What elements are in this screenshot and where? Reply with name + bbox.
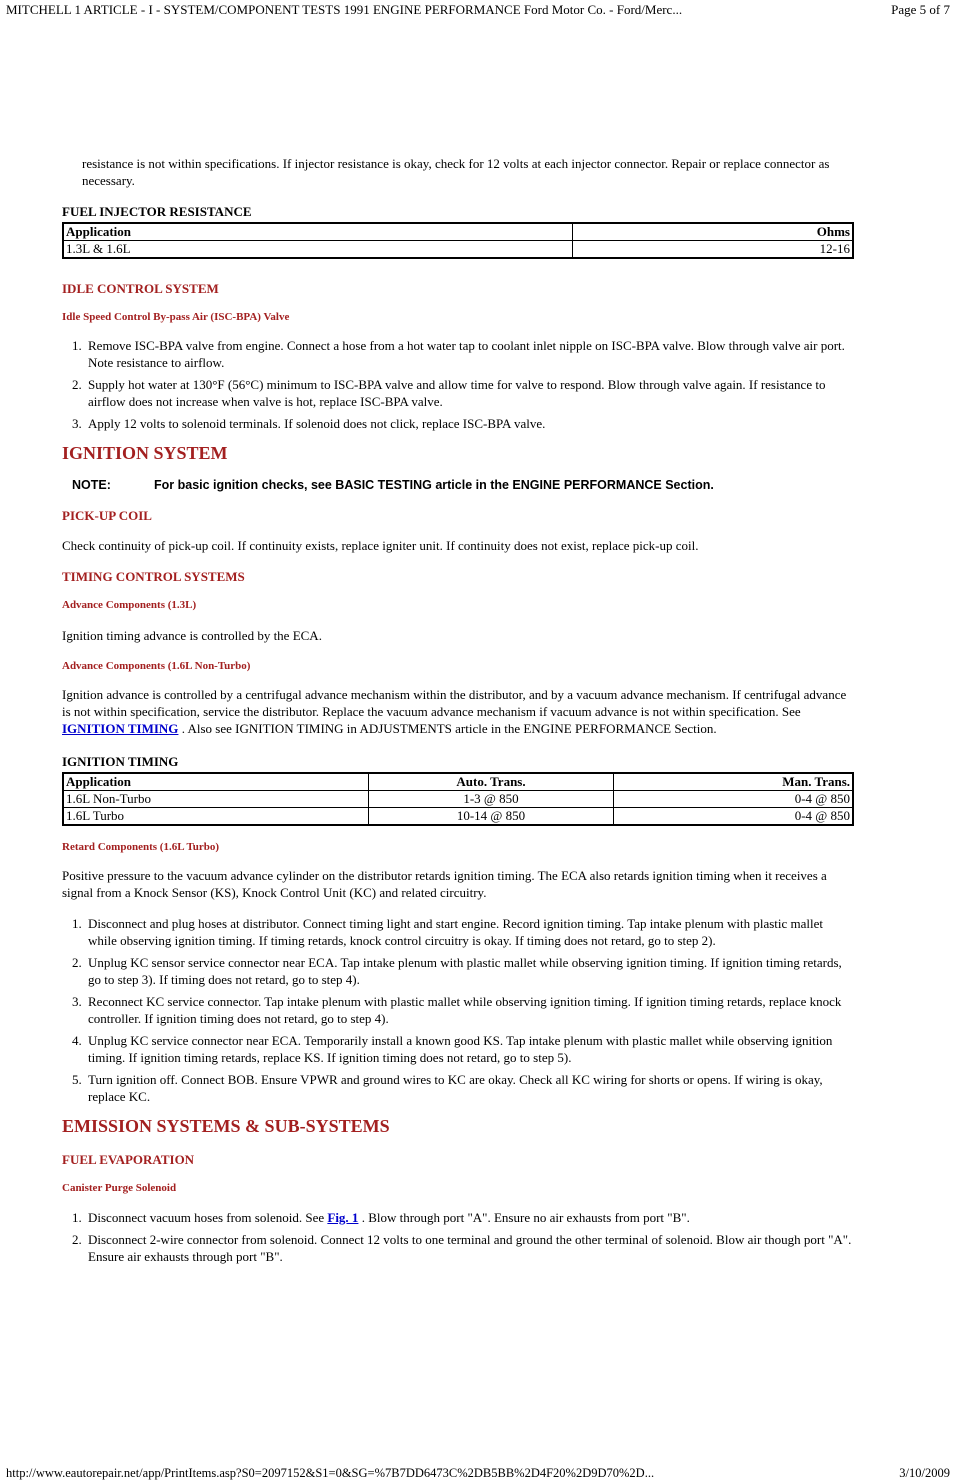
isc-bpa-valve-heading: Idle Speed Control By-pass Air (ISC-BPA) Valve: [62, 311, 290, 323]
intro-paragraph: resistance is not within specifications. If injector resistance is okay, check for 12 volts at each injector connector. Repair or replace connector as necessary.: [82, 156, 830, 188]
retard-components-heading: Retard Components (1.6L Turbo): [62, 841, 220, 853]
list-item-text: Remove ISC-BPA valve from engine. Connect a hose from a hot water tap to coolant inlet nipple on ISC-BPA valve. Blow through valve air port. Note resistance to airflow.: [88, 338, 845, 370]
idle-control-heading: IDLE CONTROL SYSTEM: [62, 281, 219, 296]
table-cell: 0-4 @ 850: [614, 808, 854, 826]
canister-steps-list: [62, 1209, 854, 1265]
ignition-timing-table: [62, 772, 854, 826]
list-item-text-after: . Blow through port "A". Ensure no air exhausts from port "B".: [358, 1210, 690, 1225]
advance-16l-text-after: . Also see IGNITION TIMING in ADJUSTMENTS article in the ENGINE PERFORMANCE Section.: [178, 721, 717, 736]
list-item-text: Disconnect 2-wire connector from solenoid. Connect 12 volts to one terminal and ground the other terminal of solenoid. Blow air though port "A". Ensure air exhausts through port "B".: [88, 1232, 852, 1264]
ignition-system-heading: IGNITION SYSTEM: [62, 443, 228, 463]
table-cell: 12-16: [573, 241, 853, 259]
list-item: 5. Turn ignition off. Connect BOB. Ensure VPWR and ground wires to KC are okay. Check all KC wiring for shorts or opens. If wiring is okay, replace KC.: [72, 1072, 823, 1104]
emission-systems-heading: EMISSION SYSTEMS & SUB-SYSTEMS: [62, 1116, 390, 1136]
table-header-row: [63, 223, 853, 241]
table-cell: 1.6L Turbo: [63, 808, 369, 826]
list-item: 1. Remove ISC-BPA valve from engine. Connect a hose from a hot water tap to coolant inlet nipple on ISC-BPA valve. Blow through valve air port. Note resistance to airflow.: [72, 338, 845, 370]
table-cell: 10-14 @ 850: [369, 808, 614, 826]
list-item-text: Disconnect and plug hoses at distributor. Connect timing light and start engine. Record ignition timing. Tap intake plenum with plastic mallet while observing ignition timing. If timing retards, knock control circuitry is okay. If timing does not retard, go to step 2).: [88, 916, 824, 948]
table-row: [63, 241, 853, 259]
list-item: 3. Reconnect KC service connector. Tap intake plenum with plastic mallet while observing ignition timing. If ignition timing retards, replace knock controller. If ignition timing does not retard, go to step 4).: [72, 994, 842, 1026]
fuel-injector-table-title: FUEL INJECTOR RESISTANCE: [62, 204, 252, 219]
column-header: Ohms: [573, 223, 853, 241]
advance-16l-paragraph: [62, 686, 854, 737]
list-item: 3. Apply 12 volts to solenoid terminals. If solenoid does not click, replace ISC-BPA valve.: [72, 416, 546, 431]
advance-13l-paragraph: Ignition timing advance is controlled by the ECA.: [62, 628, 322, 643]
column-header: Man. Trans.: [614, 773, 854, 791]
retard-steps-list: [62, 915, 854, 1105]
table-row: [63, 808, 853, 826]
fig-1-link[interactable]: Fig. 1: [327, 1210, 359, 1225]
fuel-injector-resistance-table: [62, 222, 854, 259]
retard-components-paragraph: Positive pressure to the vacuum advance cylinder on the distributor retards ignition timing. The ECA also retards ignition timing when it receives a signal from a Knock Sensor (KS), Knock Control Unit (KC) and related circuitry.: [62, 868, 827, 900]
list-item: 2. Supply hot water at 130°F (56°C) minimum to ISC-BPA valve and allow time for valve to respond. Blow through valve again. If resistance to airflow does not increase when valve is hot, replace ISC-BPA valve.: [72, 377, 826, 409]
advance-13l-heading: Advance Components (1.3L): [62, 599, 197, 611]
table-cell: 1.3L & 1.6L: [63, 241, 573, 259]
column-header: Auto. Trans.: [369, 773, 614, 791]
column-header: Application: [63, 223, 573, 241]
advance-16l-text: Ignition advance is controlled by a centrifugal advance mechanism within the distributor, and by a vacuum advance mechanism. If centrifugal advance is not within specification, service the distributor. Replace the vacuum advance mechanism if vacuum advance is not within specification. See: [62, 687, 847, 719]
list-item: 2. Disconnect 2-wire connector from solenoid. Connect 12 volts to one terminal and ground the other terminal of solenoid. Blow air though port "A". Ensure air exhausts through port "B".: [72, 1232, 852, 1264]
list-item-text: Reconnect KC service connector. Tap intake plenum with plastic mallet while observing ignition timing. If ignition timing retards, replace knock controller. If ignition timing does not retard, go to step 4).: [88, 994, 842, 1026]
pickup-coil-heading: PICK-UP COIL: [62, 508, 152, 523]
note-box: [62, 471, 854, 499]
note-label: NOTE:: [72, 478, 111, 492]
table-cell: 1-3 @ 850: [369, 791, 614, 808]
table-header-row: [63, 773, 853, 791]
list-item: 1. Disconnect and plug hoses at distributor. Connect timing light and start engine. Record ignition timing. Tap intake plenum with plastic mallet while observing ignition timing. If timing retards, knock control circuitry is okay. If timing does not retard, go to step 2).: [72, 916, 824, 948]
document-header-title: MITCHELL 1 ARTICLE - I - SYSTEM/COMPONENT TESTS 1991 ENGINE PERFORMANCE Ford Motor Co. - Ford/Merc...: [6, 2, 683, 17]
list-item-text: Supply hot water at 130°F (56°C) minimum to ISC-BPA valve and allow time for valve to respond. Blow through valve again. If resistance to airflow does not increase when valve is hot, replace ISC-BPA valve.: [88, 377, 826, 409]
table-cell: 1.6L Non-Turbo: [63, 791, 369, 808]
footer-date: 3/10/2009: [895, 1466, 950, 1481]
fuel-evaporation-heading: FUEL EVAPORATION: [62, 1152, 195, 1167]
column-header: Application: [63, 773, 369, 791]
canister-purge-solenoid-heading: Canister Purge Solenoid: [62, 1182, 177, 1194]
footer-url: http://www.eautorepair.net/app/PrintItems.asp?S0=2097152&S1=0&SG=%7B7DD6473C%2DB5BB%2D4F20%2D9D70%2D...: [6, 1466, 655, 1480]
list-item-text: Apply 12 volts to solenoid terminals. If solenoid does not click, replace ISC-BPA valve.: [88, 416, 546, 431]
pickup-coil-paragraph: Check continuity of pick-up coil. If continuity exists, replace igniter unit. If continuity does not exist, replace pick-up coil.: [62, 538, 699, 553]
list-item: 2. Unplug KC sensor service connector near ECA. Tap intake plenum with plastic mallet while observing ignition timing. If ignition timing retards, go to step 3). If timing does not retard, go to step 4).: [72, 955, 842, 987]
table-row: [63, 791, 853, 808]
idle-steps-list: [62, 337, 854, 432]
list-item-text: Unplug KC service connector near ECA. Temporarily install a known good KS. Tap intake plenum with plastic mallet while observing ignition timing. If ignition timing retards, replace KS. If ignition timing does not retard, go to step 5).: [88, 1033, 833, 1065]
advance-16l-heading: Advance Components (1.6L Non-Turbo): [62, 660, 251, 672]
list-item: 1. Disconnect vacuum hoses from solenoid. See Fig. 1 . Blow through port "A". Ensure no air exhausts from port "B".: [72, 1210, 690, 1225]
list-item-text: Unplug KC sensor service connector near ECA. Tap intake plenum with plastic mallet while observing ignition timing. If ignition timing retards, go to step 3). If timing does not retard, go to step 4).: [88, 955, 842, 987]
list-item: 4. Unplug KC service connector near ECA. Temporarily install a known good KS. Tap intake plenum with plastic mallet while observing ignition timing. If ignition timing retards, replace KS. If ignition timing does not retard, go to step 5).: [72, 1033, 833, 1065]
page-number: Page 5 of 7: [891, 2, 950, 17]
note-text: For basic ignition checks, see BASIC TESTING article in the ENGINE PERFORMANCE Section.: [154, 478, 714, 492]
list-item-text: Disconnect vacuum hoses from solenoid. See: [88, 1210, 328, 1225]
article-content: [62, 155, 854, 1270]
timing-control-heading: TIMING CONTROL SYSTEMS: [62, 569, 245, 584]
table-cell: 0-4 @ 850: [614, 791, 854, 808]
ignition-timing-link[interactable]: IGNITION TIMING: [62, 721, 179, 736]
ignition-timing-table-title: IGNITION TIMING: [62, 754, 179, 769]
list-item-text: Turn ignition off. Connect BOB. Ensure VPWR and ground wires to KC are okay. Check all KC wiring for shorts or opens. If wiring is okay, replace KC.: [88, 1072, 823, 1104]
